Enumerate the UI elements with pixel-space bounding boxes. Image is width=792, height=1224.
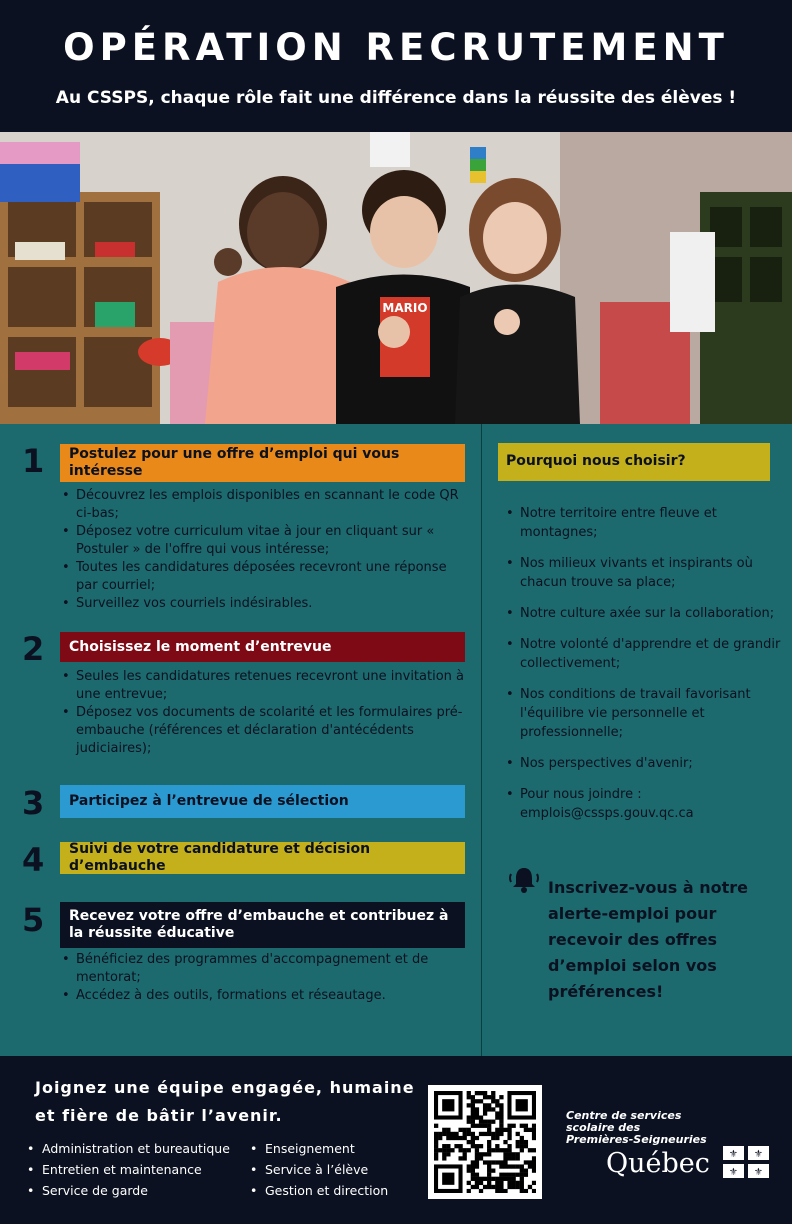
- step-2-bullet-2: • Déposez vos documents de scolarité et les formulaires pré-embauche (références et déclaration d'antécédents judiciaires);: [60, 704, 472, 758]
- step-2-bullet-1: • Seules les candidatures retenues recevront une invitation à une entrevue;: [60, 668, 472, 704]
- step-5-title: Recevez votre offre d’embauche et contribuez à la réussite éducative: [60, 902, 465, 948]
- join-line-2: et fière de bâtir l’avenir.: [35, 1106, 283, 1125]
- shirt-text: MARIO: [382, 301, 428, 315]
- step-2-number: 2: [22, 630, 45, 668]
- quebec-flag-icon: [723, 1146, 769, 1178]
- step-1-bullet-1: • Découvrez les emplois disponibles en scannant le code QR ci-bas;: [60, 487, 472, 523]
- org-line-2: scolaire des: [566, 1121, 641, 1134]
- org-line-3: Premières-Seigneuries: [566, 1133, 707, 1146]
- step-3-number: 3: [22, 784, 45, 822]
- job-item: • Service de garde: [27, 1180, 257, 1201]
- svg-text:⚜: ⚜: [729, 1149, 738, 1160]
- step-4-number: 4: [22, 841, 45, 879]
- why-item-4: • Notre volonté d'apprendre et de grandir collectivement;: [500, 635, 792, 673]
- jobs-list-col2: [250, 1138, 420, 1201]
- alert-text: Inscrivez-vous à notre alerte-emploi pour recevoir des offres d’emploi selon vos préférences!: [548, 878, 749, 1001]
- quebec-wordmark: Québec: [606, 1148, 710, 1179]
- org-line-1: Centre de services: [566, 1109, 682, 1122]
- why-list: [500, 504, 792, 835]
- footer: [0, 1056, 792, 1224]
- jobs-list-col1: [27, 1138, 257, 1201]
- step-1-bullet-2: • Déposez votre curriculum vitae à jour en cliquant sur « Postuler » de l'offre qui vous intéresse;: [60, 523, 472, 559]
- step-5-bullet-1: • Bénéficiez des programmes d'accompagnement et de mentorat;: [60, 951, 472, 987]
- org-name: [566, 1110, 726, 1146]
- step-1-title: Postulez pour une offre d’emploi qui vous intéresse: [60, 444, 465, 482]
- join-line-1: Joignez une équipe engagée, humaine: [35, 1078, 415, 1097]
- step-1-number: 1: [22, 442, 45, 480]
- why-item-7[interactable]: • Pour nous joindre : emplois@cssps.gouv.qc.ca: [500, 785, 792, 823]
- step-3-title: Participez à l’entrevue de sélection: [60, 785, 465, 818]
- job-item: • Service à l’élève: [250, 1159, 420, 1180]
- step-1-bullet-4: • Surveillez vos courriels indésirables.: [60, 595, 472, 613]
- step-2-list: [60, 668, 472, 758]
- step-2-title: Choisissez le moment d’entrevue: [60, 632, 465, 662]
- why-item-6: • Nos perspectives d'avenir;: [500, 754, 792, 773]
- why-item-2: • Nos milieux vivants et inspirants où chacun trouve sa place;: [500, 554, 792, 592]
- join-text: [35, 1074, 415, 1130]
- svg-text:⚜: ⚜: [754, 1149, 763, 1160]
- header: [0, 0, 792, 132]
- hero-photo: [0, 132, 792, 424]
- page-subtitle: Au CSSPS, chaque rôle fait une différence dans la réussite des élèves !: [55, 88, 737, 108]
- why-title: Pourquoi nous choisir?: [498, 443, 770, 481]
- step-1-list: [60, 487, 472, 613]
- step-4-title: Suivi de votre candidature et décision d’embauche: [60, 842, 465, 874]
- page-title: OPÉRATION RECRUTEMENT: [63, 26, 729, 69]
- job-item: • Gestion et direction: [250, 1180, 420, 1201]
- bell-icon: [508, 864, 540, 894]
- main-section: [0, 424, 792, 1056]
- qr-code[interactable]: [428, 1085, 542, 1199]
- qr-code-icon: [434, 1091, 536, 1193]
- why-item-5: • Nos conditions de travail favorisant l'équilibre vie personnelle et professionnelle;: [500, 685, 792, 742]
- step-5-list: [60, 951, 472, 1005]
- why-item-3: • Notre culture axée sur la collaboration;: [500, 604, 792, 623]
- why-item-1: • Notre territoire entre fleuve et montagnes;: [500, 504, 792, 542]
- step-1-bullet-3: • Toutes les candidatures déposées recevront une réponse par courriel;: [60, 559, 472, 595]
- job-item: • Administration et bureautique: [27, 1138, 257, 1159]
- step-5-number: 5: [22, 901, 45, 939]
- step-5-bullet-2: • Accédez à des outils, formations et réseautage.: [60, 987, 472, 1005]
- job-item: • Entretien et maintenance: [27, 1159, 257, 1180]
- job-item: • Enseignement: [250, 1138, 420, 1159]
- svg-text:⚜: ⚜: [754, 1167, 763, 1178]
- svg-text:⚜: ⚜: [729, 1167, 738, 1178]
- column-divider: [481, 424, 482, 1056]
